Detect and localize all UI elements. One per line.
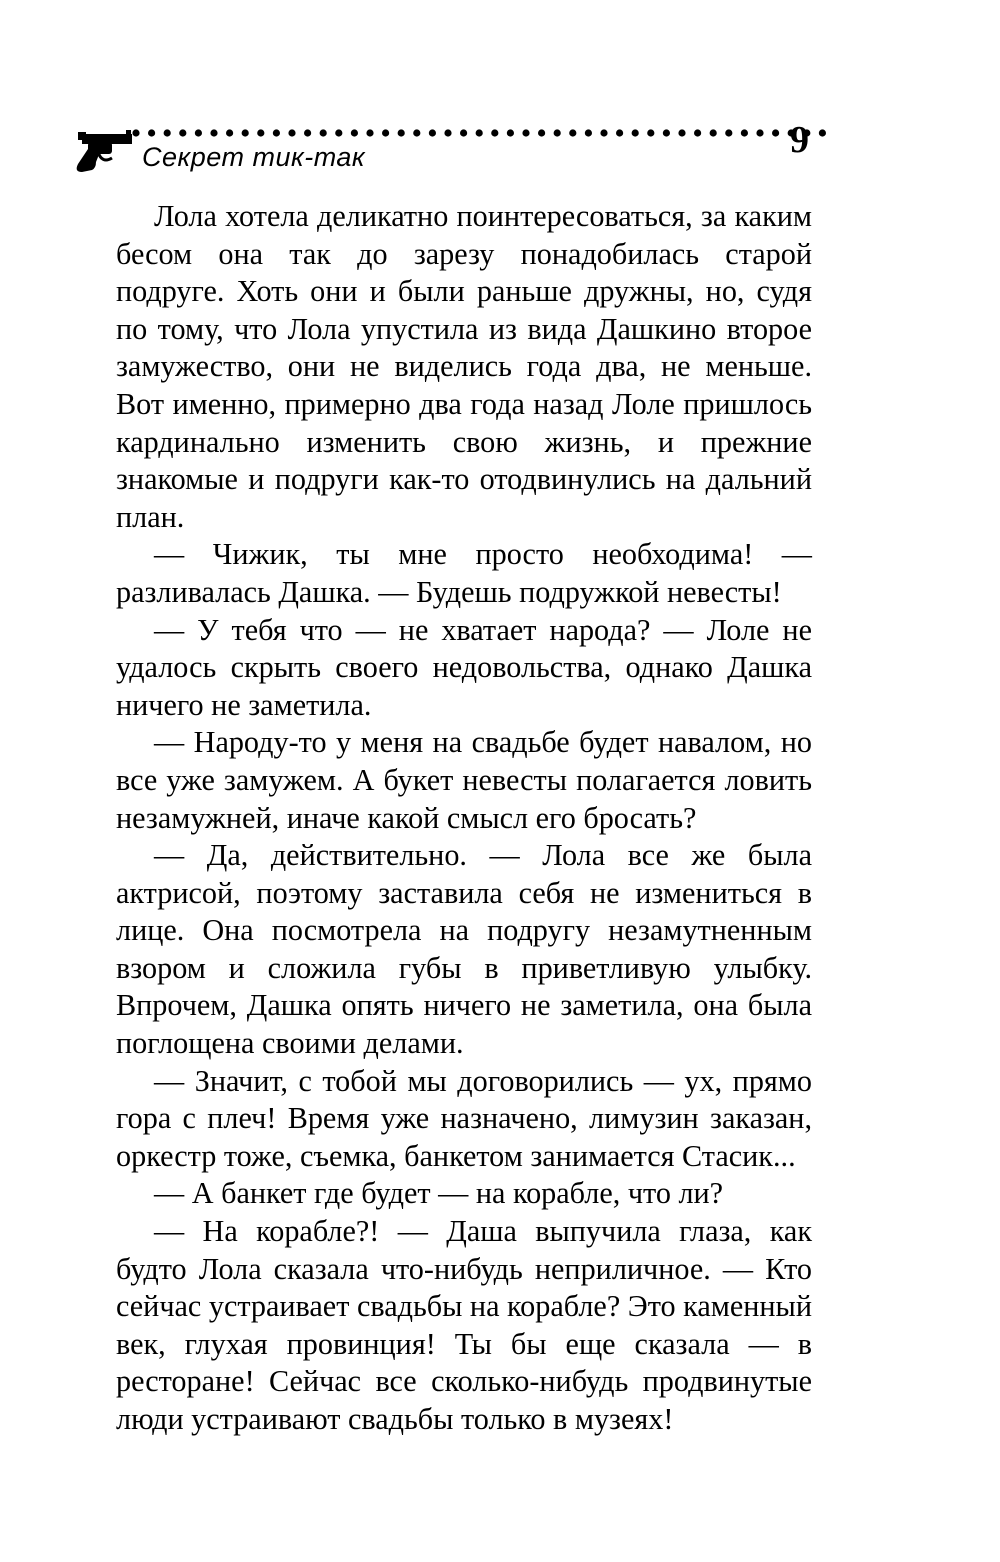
paragraph: — У тебя что — не хватает народа? — Лоле не удалось скрыть своего недовольства, однако Дашка ничего не заметила.: [116, 612, 812, 722]
dotted-rule: [130, 124, 830, 142]
paragraph: — На корабле?! — Даша выпучила глаза, как будто Лола сказала что-нибудь неприличное. — Кто сейчас устраивает свадьбы на корабле? Это каменный век, глухая провинция! Ты бы еще сказала — в ресторане! Сейчас все сколько-нибудь продвинутые люди устраивают свадьбы только в музеях!: [116, 1214, 812, 1436]
body-text: [116, 198, 812, 1439]
paragraph: — Значит, с тобой мы договорились — ух, прямо гора с плеч! Время уже назначено, лимузин заказан, оркестр тоже, съемка, банкетом занимается Стасик...: [116, 1063, 812, 1173]
paragraph: Лола хотела деликатно поинтересоваться, за каким бесом она так до зарезу понадобилась старой подруге. Хоть они и были раньше дружны, но, судя по тому, что Лола упустила из вида Дашкино второе замужество, они не виделись года два, не меньше. Вот именно, примерно два года назад Лоле пришлось кардинально изменить свою жизнь, и прежние знакомые и подруги как-то отодвинулись на дальний план.: [116, 199, 812, 534]
paragraph: — Чижик, ты мне просто необходима! — разливалась Дашка. — Будешь подружкой невесты!: [116, 537, 812, 609]
running-title: Секрет тик-так: [142, 142, 366, 172]
revolver-icon: [72, 128, 134, 174]
page-number: 9: [790, 119, 809, 161]
paragraph: — Да, действительно. — Лола все же была актрисой, поэтому заставила себя не измениться в лице. Она посмотрела на подругу незамутненным взором и сложила губы в приветливую улыбку. Впрочем, Дашка опять ничего не заметила, она была поглощена своими делами.: [116, 838, 812, 1061]
paragraph: — А банкет где будет — на корабле, что ли?: [154, 1176, 724, 1211]
paragraph: — Народу-то у меня на свадьбе будет навалом, но все уже замужем. А букет невесты полагается ловить незамужней, иначе какой смысл его бросать?: [116, 725, 812, 835]
page-header: [72, 118, 816, 188]
